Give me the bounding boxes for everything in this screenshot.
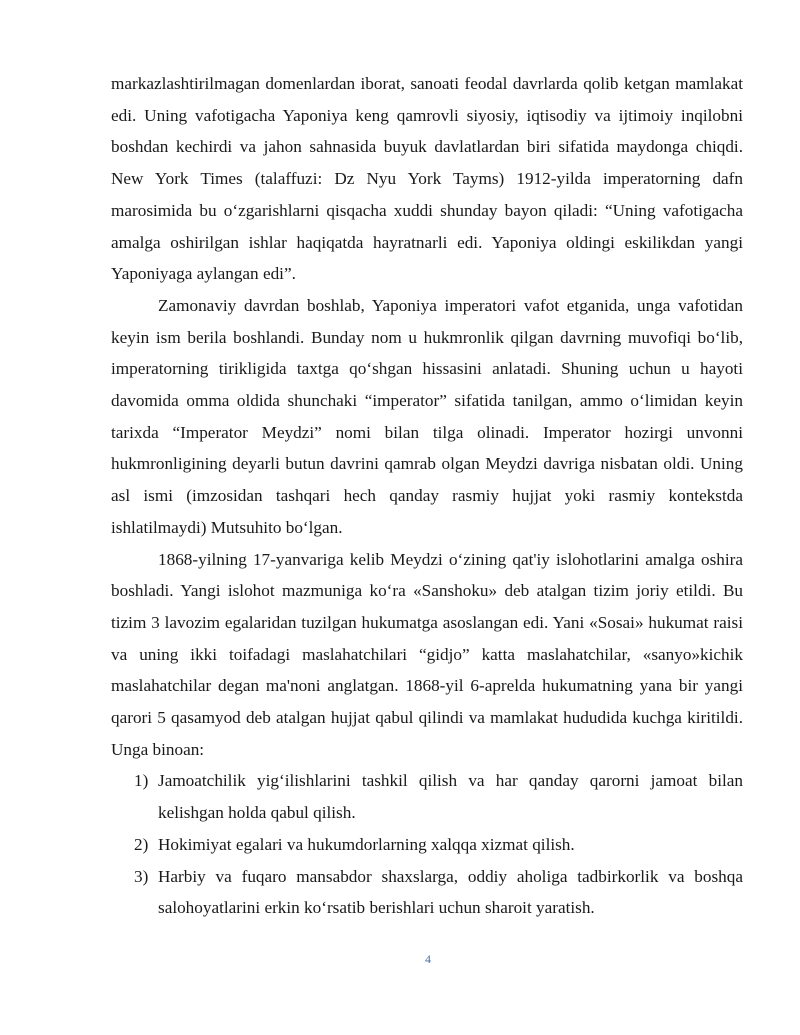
list-item-number: 1) bbox=[134, 771, 149, 791]
list-item-text: Jamoatchilik yig‘ilishlarini tashkil qilish va har qanday qarorni jamoat bilan kelishgan holda qabul qilish. bbox=[158, 771, 743, 823]
oath-list bbox=[111, 765, 743, 924]
list-item-text: Hokimiyat egalari va hukumdorlarning xalqqa xizmat qilish. bbox=[158, 834, 575, 854]
paragraph-reforms: 1868-yilning 17-yanvariga kelib Meydzi o‘zining qat'iy islohotlarini amalga oshira boshladi. Yangi islohot mazmuniga ko‘ra «Sanshoku» deb atalgan tizim joriy etildi. Bu tizim 3 lavozim egalaridan tuzilgan hukumatga asoslangan edi. Yani «Sosai» hukumat raisi va uning ikki toifadagi maslahatchilari “gidjo” katta maslahatchilar, «sanyo»kichik maslahatchilar degan ma'noni anglatgan. 1868-yil 6-aprelda hukumatning yana bir yangi qarori 5 qasamyod deb atalgan hujjat qabul qilindi va mamlakat hududida kuchga kiritildi. Unga binoan: bbox=[111, 549, 743, 759]
list-item bbox=[111, 861, 743, 924]
list-item bbox=[111, 765, 743, 828]
list-item-number: 2) bbox=[134, 834, 149, 854]
document-page bbox=[111, 68, 743, 924]
page-number: 4 bbox=[425, 952, 431, 966]
list-item-number: 3) bbox=[134, 866, 149, 886]
paragraph-continuation: markazlashtirilmagan domenlardan iborat, sanoati feodal davrlarda qolib ketgan mamlakat edi. Uning vafotigacha Yaponiya keng qamrovli siyosiy, iqtisodiy va ijtimoiy inqilobni boshdan kechirdi va jahon sahnasida buyuk davlatlardan biri sifatida maydonga chiqdi. New York Times (talaffuzi: Dz Nyu York Tayms) 1912-yilda imperatorning dafn marosimida bu o‘zgarishlarni qisqacha xuddi shunday bayon qiladi: “Uning vafotigacha amalga oshirilgan ishlar haqiqatda hayratnarli edi. Yaponiya oldingi eskilikdan yangi Yaponiyaga aylangan edi”. bbox=[111, 74, 743, 284]
paragraph-posthumous-name: Zamonaviy davrdan boshlab, Yaponiya imperatori vafot etganida, unga vafotidan keyin ism berila boshlandi. Bunday nom u hukmronlik qilgan davrning muvofiqi bo‘lib, imperatorning tirikligida taxtga qo‘shgan hissasini anlatadi. Shuning uchun u hayoti davomida omma oldida shunchaki “imperator” sifatida tanilgan, ammo o‘limidan keyin tarixda “Imperator Meydzi” nomi bilan tilga olinadi. Imperator hozirgi unvonni hukmronligining deyarli butun davrini qamrab olgan Meydzi davriga nisbatan oldi. Uning asl ismi (imzosidan tashqari hech qanday rasmiy hujjat yoki rasmiy kontekstda ishlatilmaydi) Mutsuhito bo‘lgan. bbox=[111, 295, 743, 537]
list-item-text: Harbiy va fuqaro mansabdor shaxslarga, oddiy aholiga tadbirkorlik va boshqa salohoyatlarini erkin ko‘rsatib berishlari uchun sharoit yaratish. bbox=[158, 866, 743, 918]
list-item bbox=[111, 829, 743, 861]
